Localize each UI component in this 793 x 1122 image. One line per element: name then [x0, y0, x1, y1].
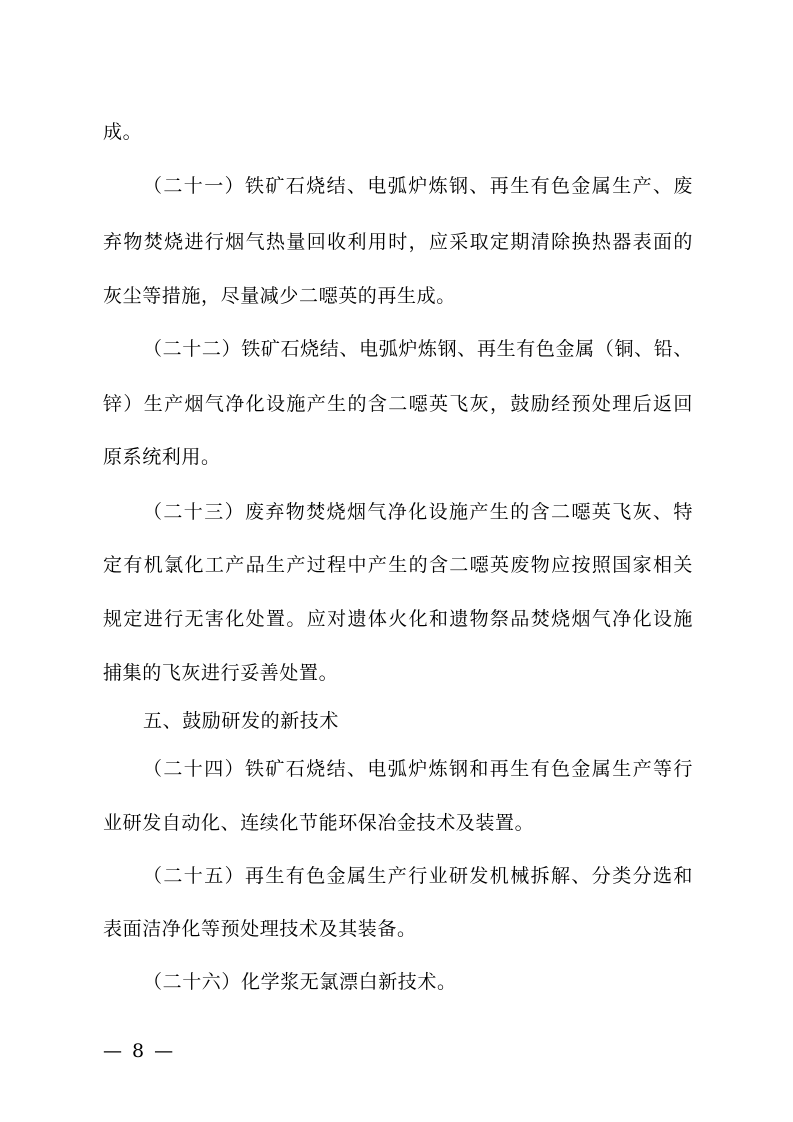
paragraph-line: 业研发自动化、连续化节能环保冶金技术及装置。 — [103, 812, 535, 834]
paragraph-line: 规定进行无害化处置。应对遗体火化和遗物祭品焚烧烟气净化设施 — [103, 608, 693, 630]
paragraph-line: （二十四）铁矿石烧结、电弧炉炼钢和再生有色金属生产等行 — [143, 758, 693, 780]
paragraph-line: 定有机氯化工产品生产过程中产生的含二噁英废物应按照国家相关 — [103, 554, 693, 576]
paragraph-line: 表面洁净化等预处理技术及其装备。 — [103, 918, 417, 940]
paragraph-line: 弃物焚烧进行烟气热量回收利用时，应采取定期清除换热器表面的 — [103, 231, 693, 253]
paragraph-line: （二十一）铁矿石烧结、电弧炉炼钢、再生有色金属生产、废 — [143, 175, 693, 197]
paragraph-line: （二十二）铁矿石烧结、电弧炉炼钢、再生有色金属（铜、铅、 — [143, 338, 693, 360]
paragraph-line: 锌）生产烟气净化设施产生的含二噁英飞灰，鼓励经预处理后返回 — [103, 393, 693, 415]
section-heading: 五、鼓励研发的新技术 — [143, 710, 340, 732]
paragraph-line: （二十五）再生有色金属生产行业研发机械拆解、分类分选和 — [143, 865, 693, 887]
paragraph-line: 灰尘等措施，尽量减少二噁英的再生成。 — [103, 285, 456, 307]
paragraph-line: 原系统利用。 — [103, 446, 221, 468]
paragraph-line: 捕集的飞灰进行妥善处置。 — [103, 662, 339, 684]
paragraph-line: （二十三）废弃物焚烧烟气净化设施产生的含二噁英飞灰、特 — [143, 501, 693, 523]
page-number: — 8 — — [103, 1040, 176, 1062]
paragraph-line: （二十六）化学浆无氯漂白新技术。 — [143, 971, 457, 993]
paragraph-line: 成。 — [103, 121, 143, 143]
